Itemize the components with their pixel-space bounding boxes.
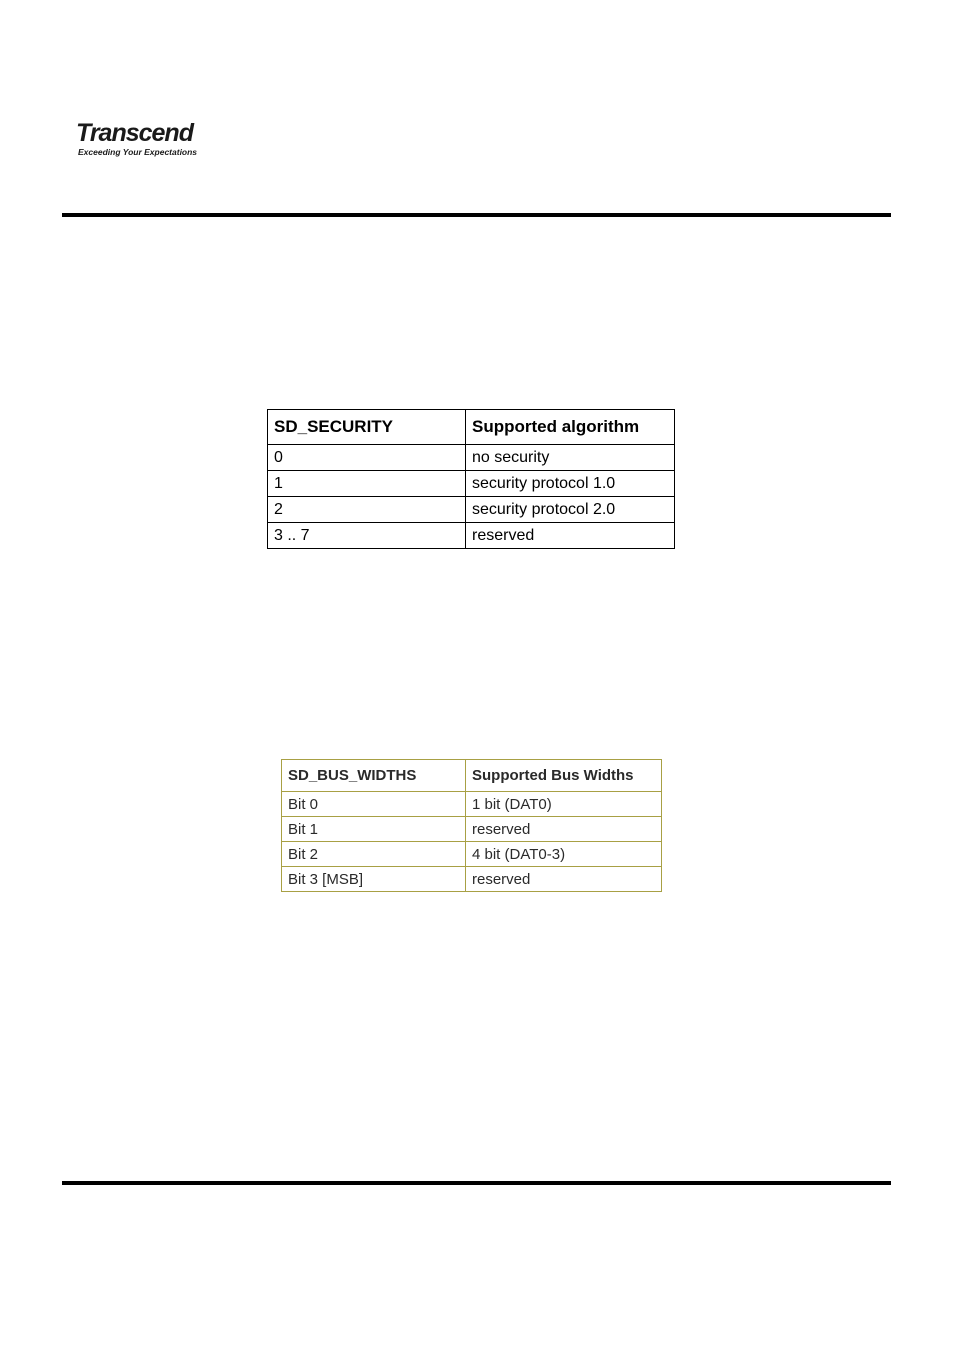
table-cell: Bit 2 <box>282 842 466 867</box>
table-cell: security protocol 2.0 <box>466 497 675 523</box>
sd-security-table <box>267 409 675 549</box>
table-header-row <box>282 760 662 792</box>
table-row <box>282 817 662 842</box>
table-cell: 0 <box>268 445 466 471</box>
table-row <box>268 445 675 471</box>
table-cell: 2 <box>268 497 466 523</box>
table-cell: reserved <box>466 523 675 549</box>
table-cell: Bit 1 <box>282 817 466 842</box>
table-cell: security protocol 1.0 <box>466 471 675 497</box>
table-cell: 4 bit (DAT0-3) <box>466 842 662 867</box>
logo-tagline: Exceeding Your Expectations <box>78 147 198 157</box>
sd-bus-widths-table <box>281 759 662 892</box>
table-cell: reserved <box>466 817 662 842</box>
table-row <box>268 523 675 549</box>
logo-wordmark: Transcend <box>76 119 193 147</box>
column-header: Supported algorithm <box>466 410 675 445</box>
table-cell: Bit 0 <box>282 792 466 817</box>
column-header: SD_BUS_WIDTHS <box>282 760 466 792</box>
table-cell: Bit 3 [MSB] <box>282 867 466 892</box>
table-cell: no security <box>466 445 675 471</box>
table-cell: 3 .. 7 <box>268 523 466 549</box>
column-header: SD_SECURITY <box>268 410 466 445</box>
table-row <box>268 471 675 497</box>
header-rule <box>62 213 891 217</box>
table-header-row <box>268 410 675 445</box>
table-row <box>282 867 662 892</box>
column-header: Supported Bus Widths <box>466 760 662 792</box>
footer-rule <box>62 1181 891 1185</box>
table-row <box>268 497 675 523</box>
table-cell: reserved <box>466 867 662 892</box>
table-row <box>282 842 662 867</box>
table-cell: 1 <box>268 471 466 497</box>
transcend-logo <box>74 118 214 162</box>
table-row <box>282 792 662 817</box>
table-cell: 1 bit (DAT0) <box>466 792 662 817</box>
